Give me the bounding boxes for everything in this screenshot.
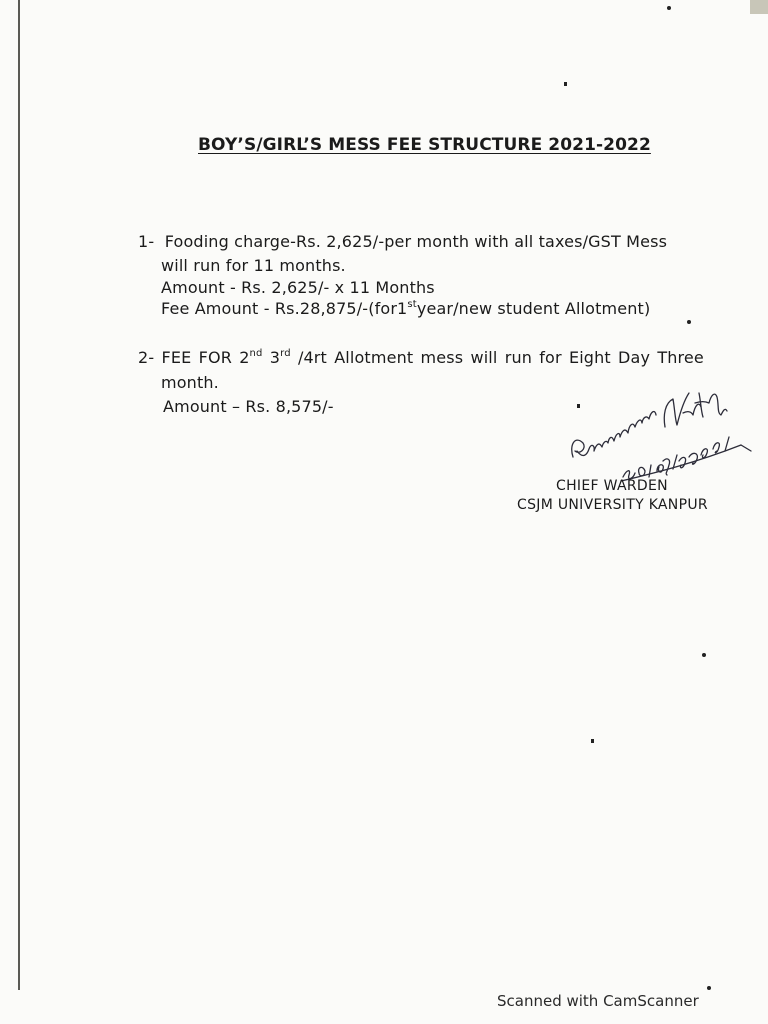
page-corner-shade: [750, 0, 768, 14]
handwritten-signature: [565, 385, 755, 485]
scan-speck: [687, 320, 691, 324]
item-2-sup-1: nd: [249, 348, 263, 359]
item-2-sup-2: rd: [280, 348, 291, 359]
item-1-fee-suffix: year/new student Allotment): [416, 299, 651, 318]
page-edge: [18, 0, 20, 990]
document-title: BOY’S/GIRL’S MESS FEE STRUCTURE 2021-2022: [198, 135, 651, 155]
scan-speck: [667, 6, 671, 10]
scan-speck: [702, 653, 706, 657]
item-2-mid: 3: [262, 348, 281, 367]
item-2-line-1: [138, 348, 704, 367]
scan-speck: [564, 82, 567, 86]
university-name: CSJM UNIVERSITY KANPUR: [517, 497, 708, 513]
item-2-suffix: /4rt Allotment mess will run for Eight Day Three: [290, 348, 704, 367]
scanner-watermark: Scanned with CamScanner: [497, 992, 699, 1010]
item-1-fee-prefix: Fee Amount - Rs.28,875/-(for1: [161, 299, 408, 318]
item-2-prefix: 2- FEE FOR 2: [138, 348, 250, 367]
item-1-line-3: Amount - Rs. 2,625/- x 11 Months: [161, 278, 435, 297]
item-2-line-3: Amount – Rs. 8,575/-: [163, 397, 334, 416]
item-2-line-2: month.: [161, 373, 219, 392]
item-1-fee-sup: st: [407, 299, 417, 310]
item-1-line-2: will run for 11 months.: [161, 256, 346, 275]
item-1-line-1: [138, 232, 667, 251]
designation: CHIEF WARDEN: [556, 478, 668, 494]
scan-speck: [591, 739, 594, 743]
item-1-number: 1-: [138, 232, 155, 251]
item-1-text: Fooding charge-Rs. 2,625/-per month with all taxes/GST Mess: [164, 232, 668, 251]
scan-speck: [707, 986, 711, 990]
item-1-line-4: [161, 299, 650, 318]
